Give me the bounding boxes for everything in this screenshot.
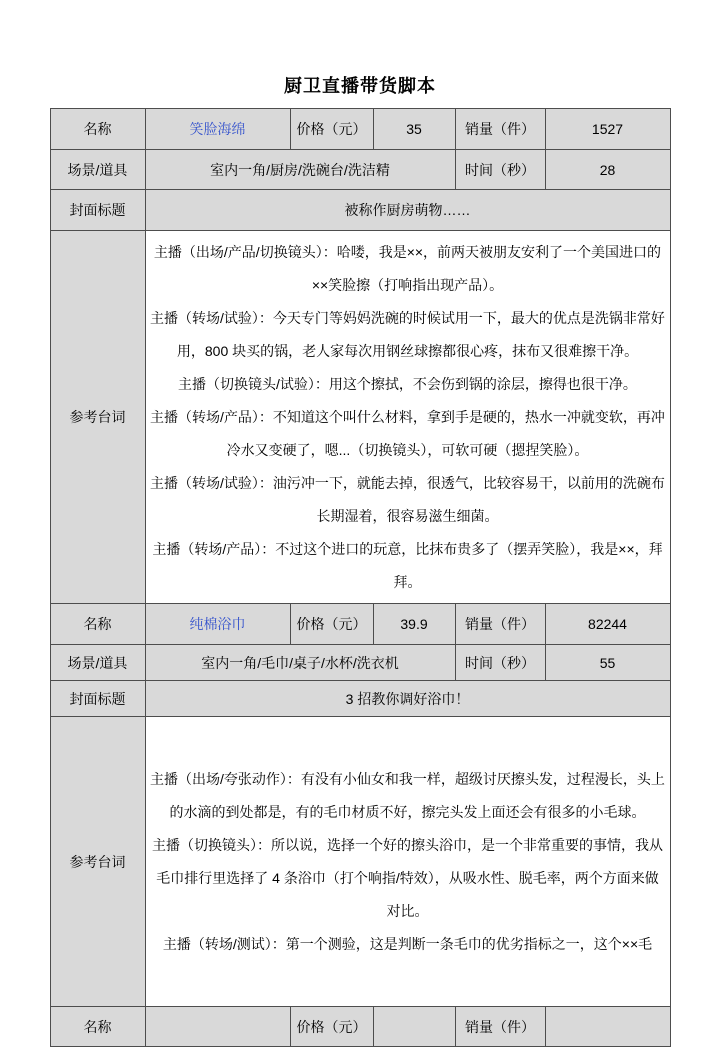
time-label: 时间（秒） — [455, 645, 545, 681]
product1-cover-row — [50, 190, 670, 231]
product1-cover-value: 被称作厨房萌物…… — [145, 190, 670, 231]
partial-sales-value — [545, 1007, 670, 1047]
product2-time-value: 55 — [545, 645, 670, 681]
script-paragraph: 主播（出场/产品/切换镜头）：哈喽，我是××，前两天被朋友安利了一个美国进口的××笑脸擦（打响指出现产品）。 — [153, 243, 662, 293]
partial-next-product-row — [50, 1007, 670, 1047]
script-paragraph: 主播（出场/夸张动作）：有没有小仙女和我一样，超级讨厌擦头发，过程漫长，头上的水滴的到处都是，有的毛巾材质不好，擦完头发上面还会有很多的小毛球。 — [150, 770, 665, 820]
product1-price-value: 35 — [373, 109, 455, 150]
name-label: 名称 — [50, 109, 145, 150]
script-paragraph: 主播（转场/试验）：今天专门等妈妈洗碗的时候试用一下，最大的优点是洗锅非常好用，800 块买的锅，老人家每次用钢丝球擦都很心疼，抹布又很难擦干净。 — [150, 309, 665, 359]
product2-script-content — [145, 717, 670, 1007]
price-label: 价格（元） — [290, 604, 373, 645]
sales-label: 销量（件） — [455, 1007, 545, 1047]
script-paragraph: 主播（转场/测试）：第一个测验，这是判断一条毛巾的优劣指标之一，这个××毛 — [162, 935, 653, 952]
cover-label: 封面标题 — [50, 190, 145, 231]
name-label: 名称 — [50, 1007, 145, 1047]
product1-sales-value: 1527 — [545, 109, 670, 150]
script-label: 参考台词 — [50, 231, 145, 604]
product1-script-content — [145, 231, 670, 604]
partial-product-name-link[interactable] — [145, 1007, 290, 1047]
script-paragraph: 主播（转场/产品）：不知道这个叫什么材料，拿到手是硬的，热水一冲就变软，再冲冷水又变硬了，嗯...（切换镜头），可软可硬（摁捏笑脸）。 — [150, 408, 665, 458]
script-paragraph: 主播（切换镜头/试验）：用这个擦拭，不会伤到锅的涂层，擦得也很干净。 — [178, 375, 637, 392]
script-table — [50, 108, 671, 1047]
product1-time-value: 28 — [545, 150, 670, 190]
product2-cover-value: 3 招教你调好浴巾！ — [145, 681, 670, 717]
product2-scene-value: 室内一角/毛巾/桌子/水杯/洗衣机 — [145, 645, 455, 681]
product1-script-row — [50, 231, 670, 604]
product2-cover-row — [50, 681, 670, 717]
product2-price-value: 39.9 — [373, 604, 455, 645]
name-label: 名称 — [50, 604, 145, 645]
scene-label: 场景/道具 — [50, 150, 145, 190]
product2-sales-value: 82244 — [545, 604, 670, 645]
product1-name-link[interactable]: 笑脸海绵 — [145, 109, 290, 150]
document-title: 厨卫直播带货脚本 — [284, 76, 436, 96]
script-label: 参考台词 — [50, 717, 145, 1007]
partial-price-value — [373, 1007, 455, 1047]
price-label: 价格（元） — [290, 1007, 373, 1047]
product1-header-row — [50, 109, 670, 150]
scene-label: 场景/道具 — [50, 645, 145, 681]
product2-name-link[interactable]: 纯棉浴巾 — [145, 604, 290, 645]
product1-scene-row — [50, 150, 670, 190]
product2-header-row — [50, 604, 670, 645]
price-label: 价格（元） — [290, 109, 373, 150]
time-label: 时间（秒） — [455, 150, 545, 190]
script-paragraph: 主播（切换镜头）：所以说，选择一个好的擦头浴巾，是一个非常重要的事情，我从毛巾排行里选择了 4 条浴巾（打个响指/特效），从吸水性、脱毛率，两个方面来做对比。 — [152, 836, 663, 919]
sales-label: 销量（件） — [455, 604, 545, 645]
cover-label: 封面标题 — [50, 681, 145, 717]
script-paragraph: 主播（转场/产品）：不过这个进口的玩意，比抹布贵多了（摆弄笑脸），我是××，拜拜。 — [152, 540, 663, 590]
sales-label: 销量（件） — [455, 109, 545, 150]
product2-scene-row — [50, 645, 670, 681]
script-paragraph: 主播（转场/试验）：油污冲一下，就能去掉，很透气，比较容易干，以前用的洗碗布长期湿着，很容易滋生细菌。 — [150, 474, 665, 524]
product1-scene-value: 室内一角/厨房/洗碗台/洗洁精 — [145, 150, 455, 190]
product2-script-row — [50, 717, 670, 1007]
